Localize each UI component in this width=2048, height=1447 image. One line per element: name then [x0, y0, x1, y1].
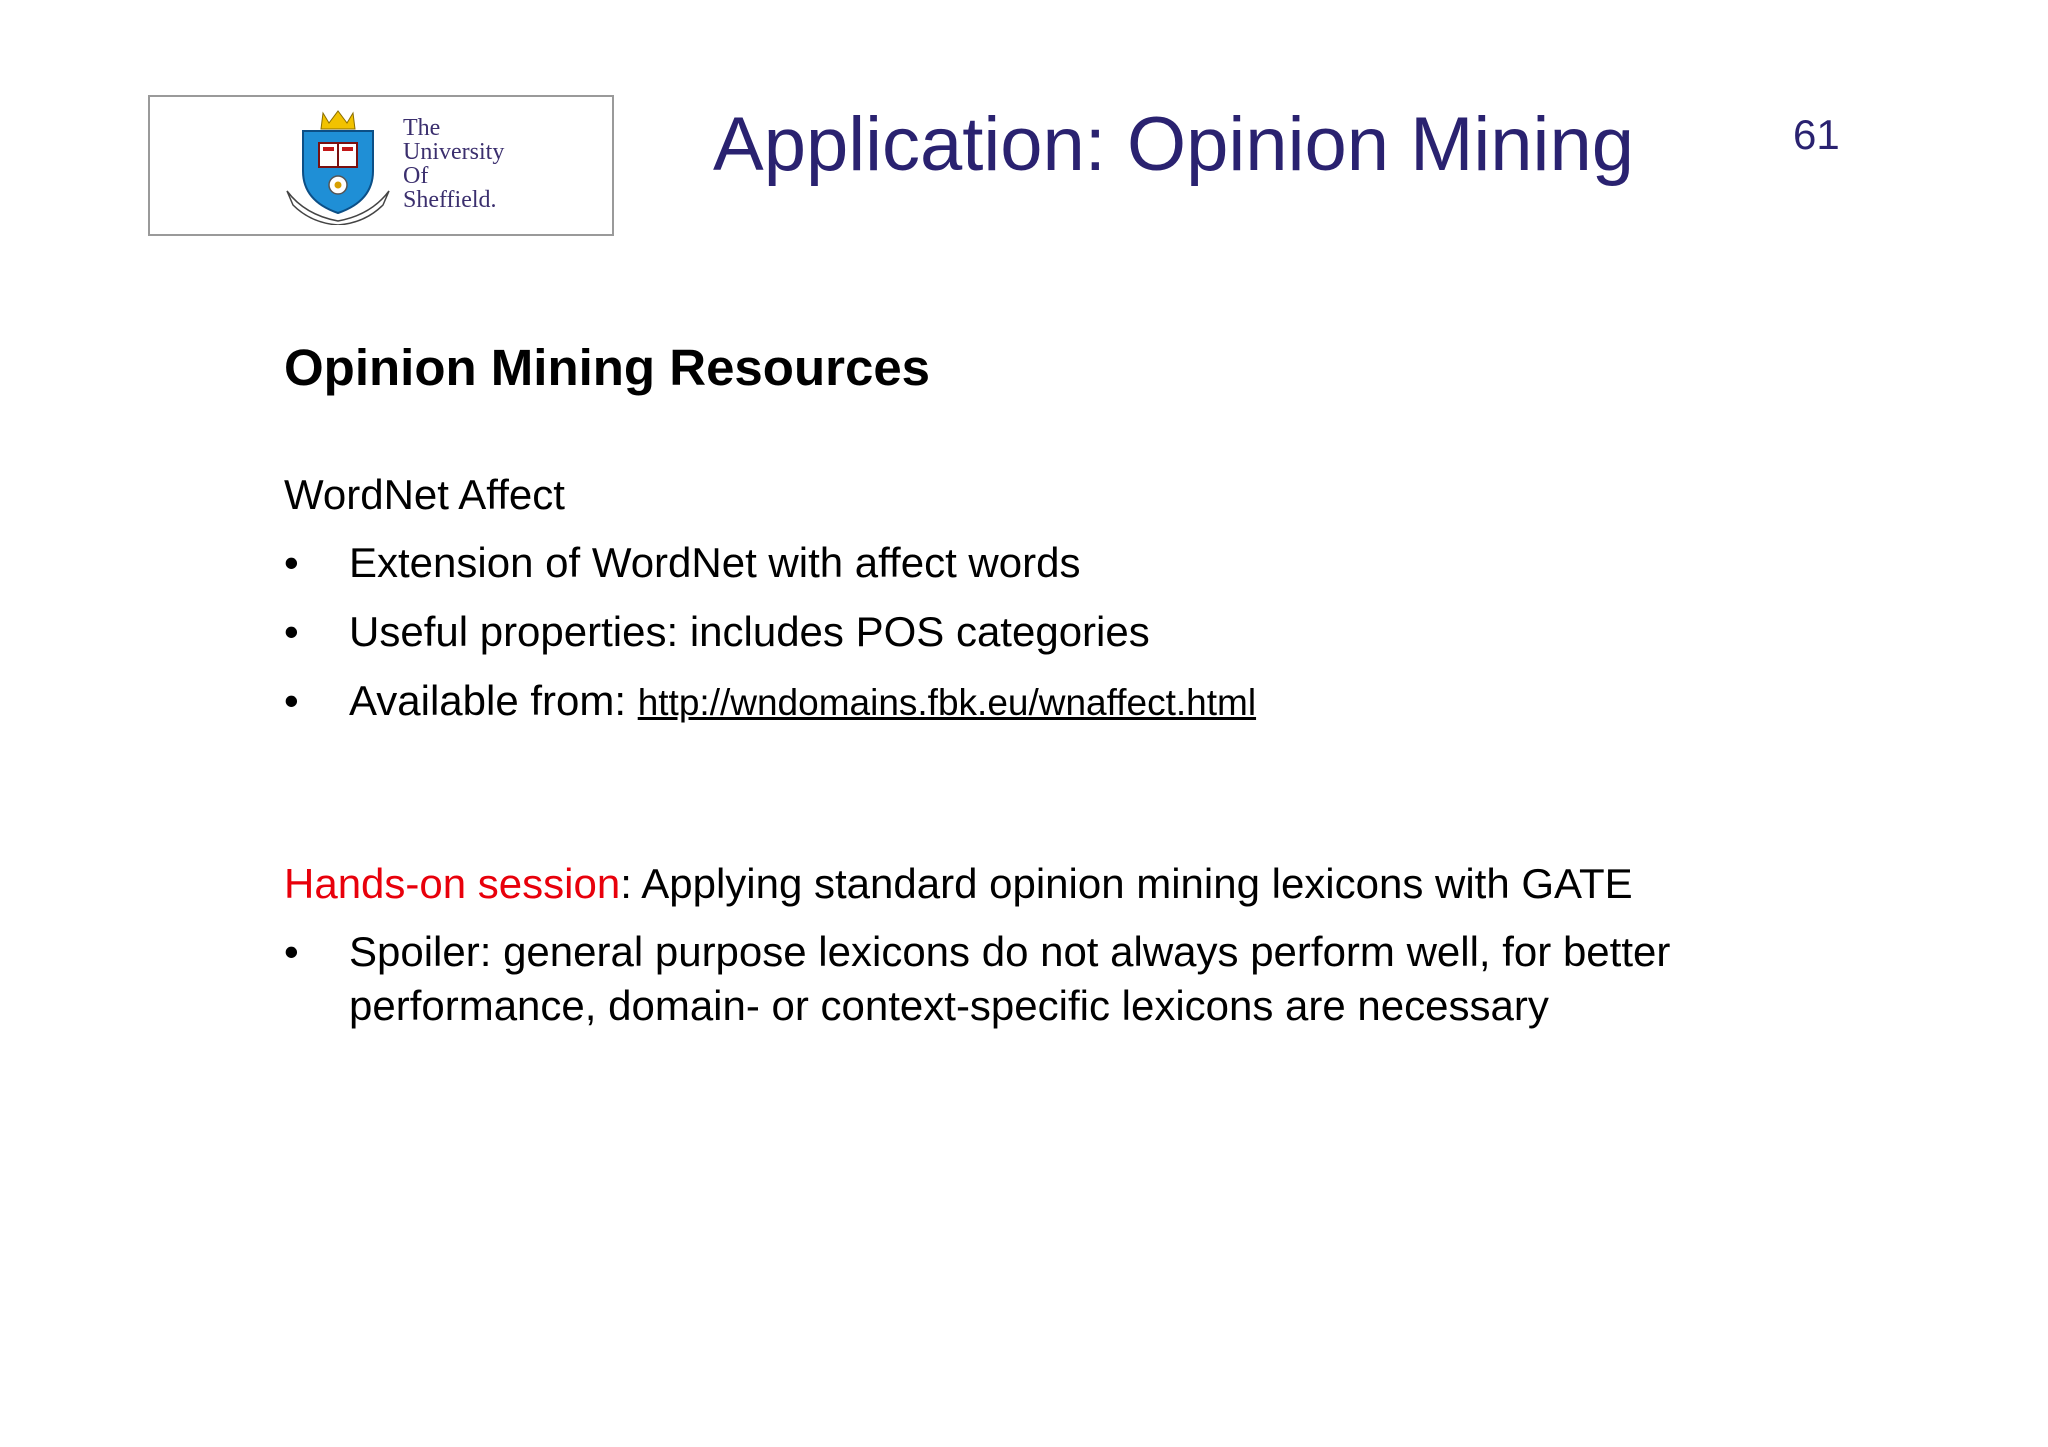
bullet-icon: •: [284, 608, 299, 655]
session-line: [284, 858, 1633, 910]
section-heading: Opinion Mining Resources: [284, 339, 931, 396]
resource-name: WordNet Affect: [284, 471, 565, 518]
bullet-text: Extension of WordNet with affect words: [349, 539, 1081, 586]
university-logo: [148, 95, 614, 236]
spoiler-line-1: Spoiler: general purpose lexicons do not always perform well, for better: [349, 928, 1671, 975]
bullet-icon: •: [284, 677, 299, 724]
logo-line-sheffield: Sheffield.: [403, 187, 497, 213]
bullet-text: Useful properties: includes POS categories: [349, 608, 1150, 655]
university-crest-icon: [285, 109, 391, 225]
slide-title: Application: Opinion Mining: [713, 102, 1634, 187]
logo-line-of: Of: [403, 163, 429, 189]
bullet-icon: •: [284, 928, 299, 975]
bullet-text: [349, 675, 1256, 729]
logo-line-university: University: [403, 139, 505, 165]
available-from-label: Available from:: [349, 677, 638, 724]
university-name: [403, 116, 504, 212]
bullet-icon: •: [284, 539, 299, 586]
logo-line-the: The: [403, 115, 441, 141]
spoiler-line-2: performance, domain- or context-specific lexicons are necessary: [349, 982, 1549, 1029]
session-label: Hands-on session: [284, 860, 621, 907]
wnaffect-link[interactable]: http://wndomains.fbk.eu/wnaffect.html: [637, 682, 1257, 723]
session-text: : Applying standard opinion mining lexicons with GATE: [620, 860, 1633, 907]
page-number: 61: [1793, 111, 1840, 158]
